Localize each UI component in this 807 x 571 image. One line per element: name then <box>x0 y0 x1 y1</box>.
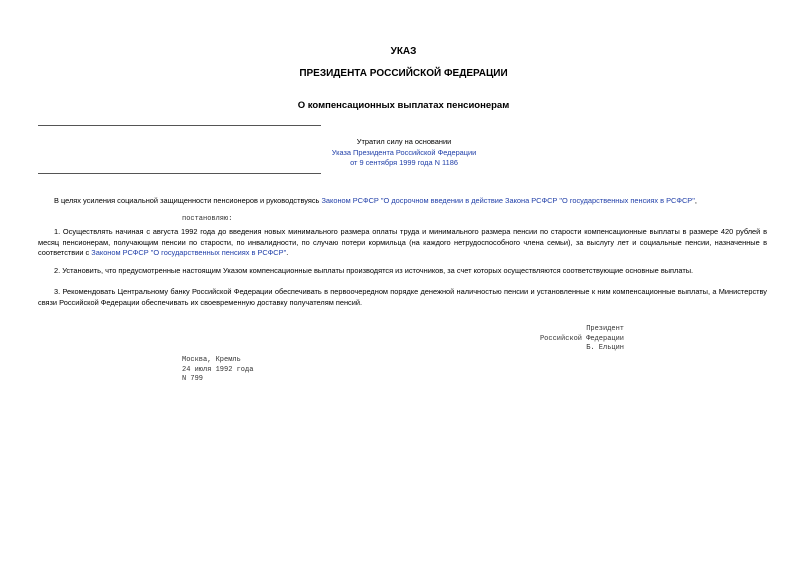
place-date-block <box>182 356 253 385</box>
decree-issuer: ПРЕЗИДЕНТА РОССИЙСКОЙ ФЕДЕРАЦИИ <box>299 68 508 79</box>
repeal-decree-date-link[interactable]: от 9 сентября 1999 года N 1186 <box>350 158 458 167</box>
divider-top <box>38 125 321 126</box>
decree-subject: О компенсационных выплатах пенсионерам <box>297 100 510 111</box>
paragraph-1-end: . <box>286 248 289 257</box>
paragraph-1-text: 1. Осуществлять начиная с августа 1992 года до введения новых минимального размера оплаты труда и минимального размера пенсии по старости компенсационные выплаты в размере 420 рублей в месяц пенсионерам, получающим пенсии по старости, по инвалидности, по случаю потери кормильца (на каждого нетрудоспособного члена семьи), за выслугу лет и социальные пенсии, назначенные в соответствии с <box>38 227 767 257</box>
status-note: Утратил силу на основании <box>356 137 452 146</box>
intro-paragraph <box>38 196 767 207</box>
repeal-decree-link[interactable]: Указа Президента Российской Федерации <box>331 147 477 157</box>
paragraph-1 <box>38 227 767 259</box>
decrees-label: постановляю: <box>182 215 233 223</box>
decree-number: N 799 <box>182 375 204 383</box>
date: 24 июля 1992 года <box>182 365 254 374</box>
pension-law-link[interactable]: Законом РСФСР "О досрочном введении в действие Закона РСФСР "О государственных пенсиях в РСФСР" <box>321 196 695 205</box>
divider-bottom <box>38 173 321 174</box>
signature-block <box>500 325 624 354</box>
intro-text: В целях усиления социальной защищенности пенсионеров и руководствуясь <box>54 196 322 205</box>
state-pensions-law-link[interactable]: Законом РСФСР "О государственных пенсиях в РСФСР" <box>91 248 287 257</box>
place: Москва, Кремль <box>182 356 241 364</box>
decree-title: УКАЗ <box>390 46 417 57</box>
intro-end: , <box>694 196 697 205</box>
signature-title-1: Президент <box>586 325 624 333</box>
signature-name: Б. Ельцин <box>586 344 624 352</box>
paragraph-3: 3. Рекомендовать Центральному банку Российской Федерации обеспечивать в первоочередном порядке денежной наличностью пенсии и установленные к ним компенсационные выплаты, а Министерству связи Российской Федерации обеспечивать их своевременную доставку получателям пенсий. <box>38 287 767 307</box>
paragraph-2: 2. Установить, что предусмотренные настоящим Указом компенсационные выплаты производятся из источников, за счет которых осуществляются соответствующие основные выплаты. <box>54 266 694 275</box>
signature-title-2: Российской Федерации <box>539 334 624 343</box>
